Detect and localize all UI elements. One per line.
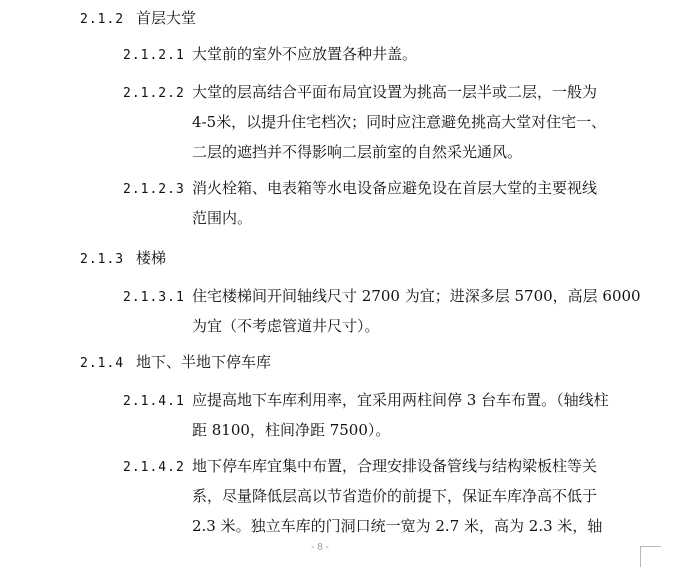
section-heading-2-1-2	[80, 8, 196, 30]
clause-number: 2.1.2.2	[123, 86, 185, 101]
clause-number: 2.1.4.1	[123, 394, 185, 409]
section-title: 地下、半地下停车库	[136, 353, 272, 371]
clause-text-line: 2.3 米。独立车库的门洞口统一宽为 2.7 米，高为 2.3 米，轴	[192, 517, 603, 535]
clause-text-line: 为宜（不考虑管道井尺寸）。	[192, 317, 380, 335]
section-number: 2.1.2	[80, 12, 125, 27]
clause-2-1-2-3	[123, 178, 633, 238]
clause-number: 2.1.4.2	[123, 460, 185, 475]
section-number: 2.1.3	[80, 252, 125, 267]
clause-text-line: 应提高地下车库利用率，宜采用两柱间停 3 台车布置。（轴线柱	[192, 391, 609, 409]
section-title: 楼梯	[136, 249, 167, 267]
clause-text-line: 系，尽量降低层高以节省造价的前提下，保证车库净高不低于	[192, 487, 598, 505]
clause-2-1-4-2	[123, 456, 633, 546]
clause-number: 2.1.2.3	[123, 182, 185, 197]
clause-text-line: 距 8100，柱间净距 7500）。	[192, 421, 391, 439]
section-heading-2-1-4	[80, 352, 271, 374]
section-heading-2-1-3	[80, 248, 166, 270]
section-number: 2.1.4	[80, 356, 125, 371]
clause-text-line: 地下停车库宜集中布置，合理安排设备管线与结构梁板柱等关	[192, 457, 598, 475]
clause-text-line: 大堂前的室外不应放置各种井盖。	[192, 45, 418, 63]
clause-2-1-3-1	[123, 286, 641, 346]
clause-text-line: 二层的遮挡并不得影响二层前室的自然采光通风。	[192, 143, 523, 161]
clause-text-line: 消火栓箱、电表箱等水电设备应避免设在首层大堂的主要视线	[192, 179, 598, 197]
page-corner-mark	[640, 546, 661, 567]
page-number: - 8 -	[311, 542, 329, 553]
clause-text-line: 大堂的层高结合平面布局宜设置为挑高一层半或二层，一般为	[192, 83, 598, 101]
section-title: 首层大堂	[136, 9, 197, 27]
clause-2-1-2-1	[123, 44, 633, 74]
clause-2-1-2-2	[123, 82, 633, 172]
clause-text-line: 范围内。	[192, 209, 253, 227]
clause-2-1-4-1	[123, 390, 633, 450]
clause-text-line: 4-5米，以提升住宅档次；同时应注意避免挑高大堂对住宅一、	[192, 113, 607, 131]
clause-number: 2.1.3.1	[123, 290, 185, 305]
clause-text-line: 住宅楼梯间开间轴线尺寸 2700 为宜；进深多层 5700，高层 6000	[192, 287, 641, 305]
clause-number: 2.1.2.1	[123, 48, 185, 63]
